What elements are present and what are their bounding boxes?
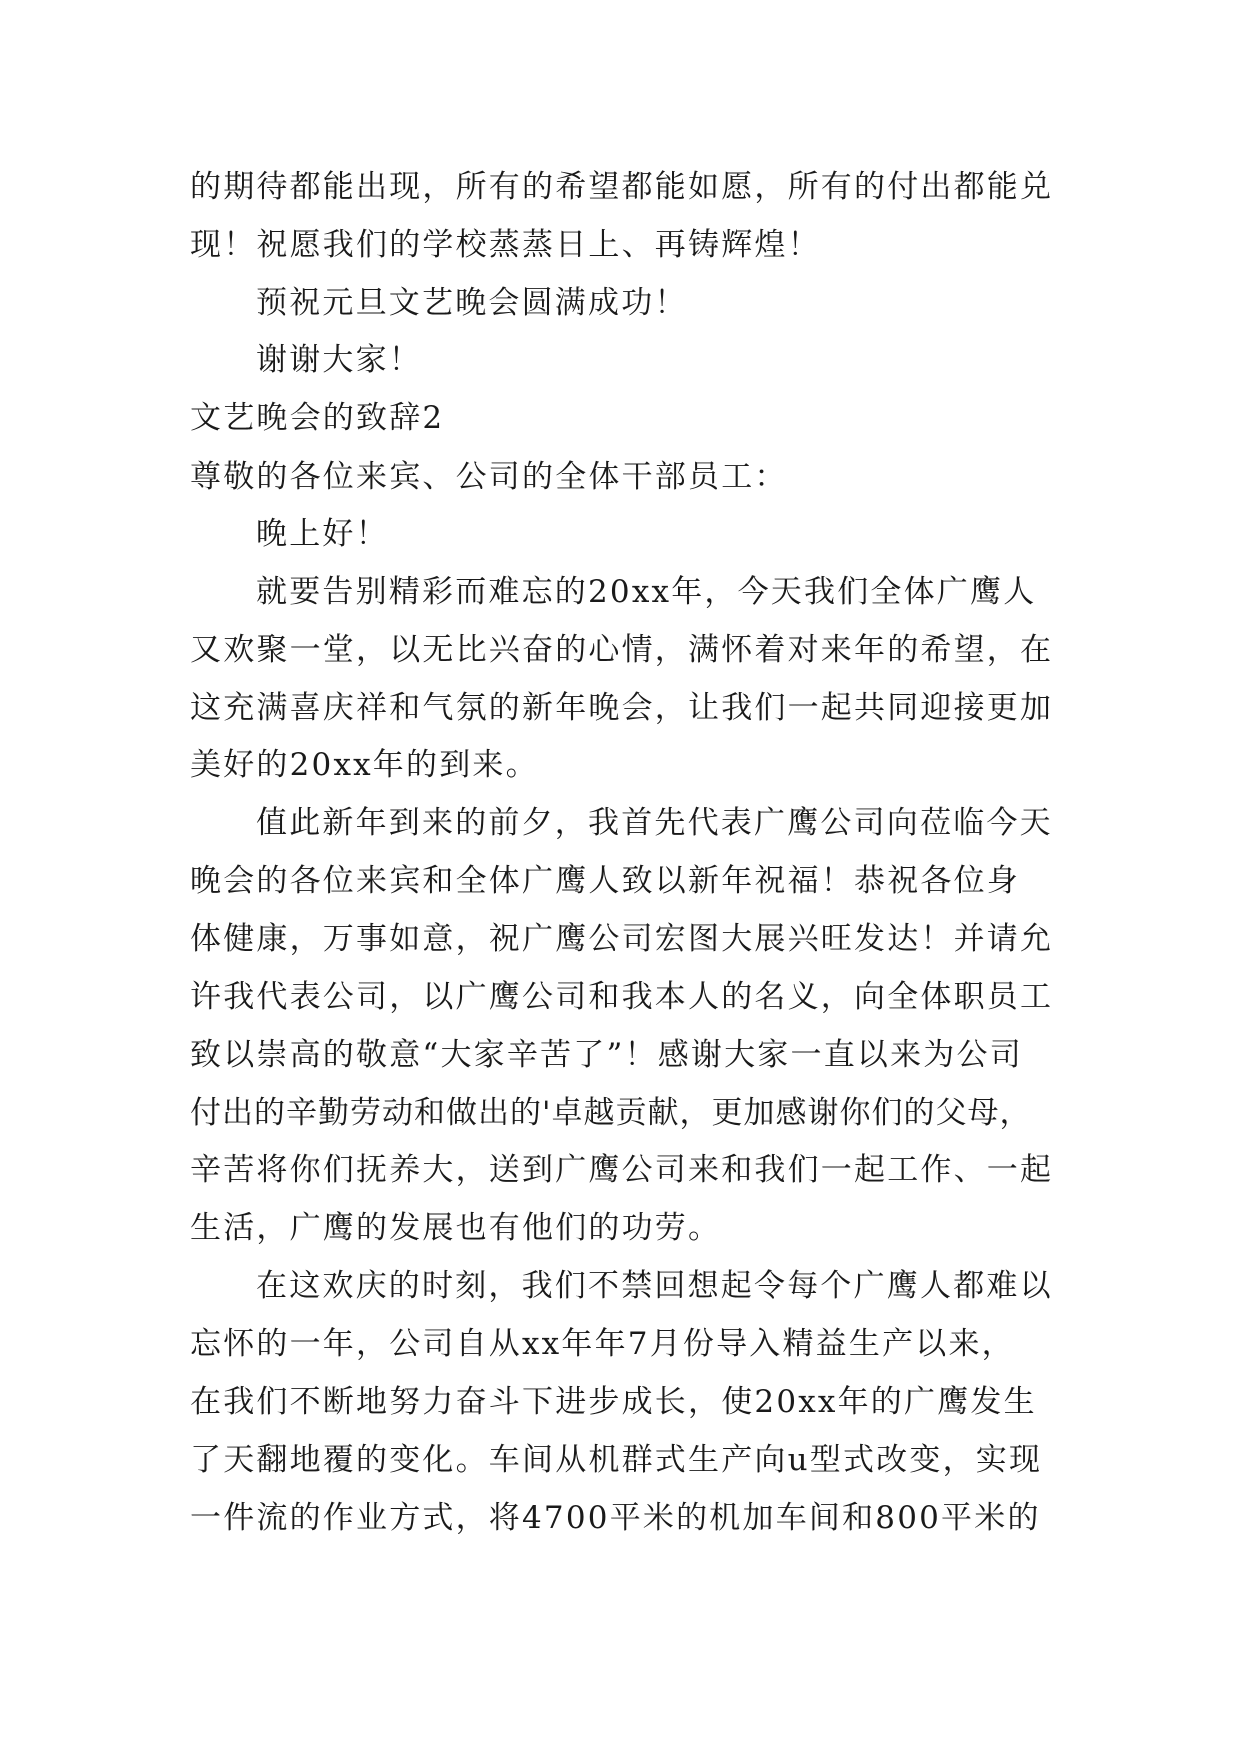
text-line: 值此新年到来的前夕，我首先代表广鹰公司向莅临今天 [256,805,1053,841]
section-heading: 文艺晚会的致辞2 [190,400,445,436]
text-line: 体健康，万事如意，祝广鹰公司宏图大展兴旺发达！并请允 [190,921,1054,957]
text-line: 预祝元旦文艺晚会圆满成功！ [256,285,688,321]
text-line: 美好的20xx年的到来。 [190,747,539,783]
text-line: 付出的辛勤劳动和做出的'卓越贡献，更加感谢你们的父母， [190,1095,1032,1131]
text-line: 了天翻地覆的变化。车间从机群式生产向u型式改变，实现 [190,1442,1043,1478]
text-line: 忘怀的一年，公司自从xx年年7月份导入精益生产以来， [190,1326,1015,1362]
text-line: 生活，广鹰的发展也有他们的功劳。 [190,1210,722,1246]
text-line: 许我代表公司，以广鹰公司和我本人的名义，向全体职员工 [190,979,1054,1015]
text-line: 晚会的各位来宾和全体广鹰人致以新年祝福！恭祝各位身 [190,863,1020,899]
text-line: 的期待都能出现，所有的希望都能如愿，所有的付出都能兑 [190,169,1054,205]
text-line: 又欢聚一堂，以无比兴奋的心情，满怀着对来年的希望，在 [190,632,1054,668]
text-line: 现！祝愿我们的学校蒸蒸日上、再铸辉煌！ [190,227,821,263]
text-line: 就要告别精彩而难忘的20xx年，今天我们全体广鹰人 [256,574,1037,610]
text-line: 这充满喜庆祥和气氛的新年晚会，让我们一起共同迎接更加 [190,690,1054,726]
text-line: 一件流的作业方式，将4700平米的机加车间和800平米的 [190,1500,1041,1536]
text-line: 在这欢庆的时刻，我们不禁回想起令每个广鹰人都难以 [256,1268,1053,1304]
greeting: 晚上好！ [256,516,389,552]
text-line: 致以崇高的敬意“大家辛苦了”！感谢大家一直以来为公司 [190,1037,1023,1073]
text-line: 在我们不断地努力奋斗下进步成长，使20xx年的广鹰发生 [190,1384,1037,1420]
salutation: 尊敬的各位来宾、公司的全体干部员工： [190,459,788,495]
text-line: 辛苦将你们抚养大，送到广鹰公司来和我们一起工作、一起 [190,1152,1054,1188]
text-line: 谢谢大家！ [256,342,422,378]
